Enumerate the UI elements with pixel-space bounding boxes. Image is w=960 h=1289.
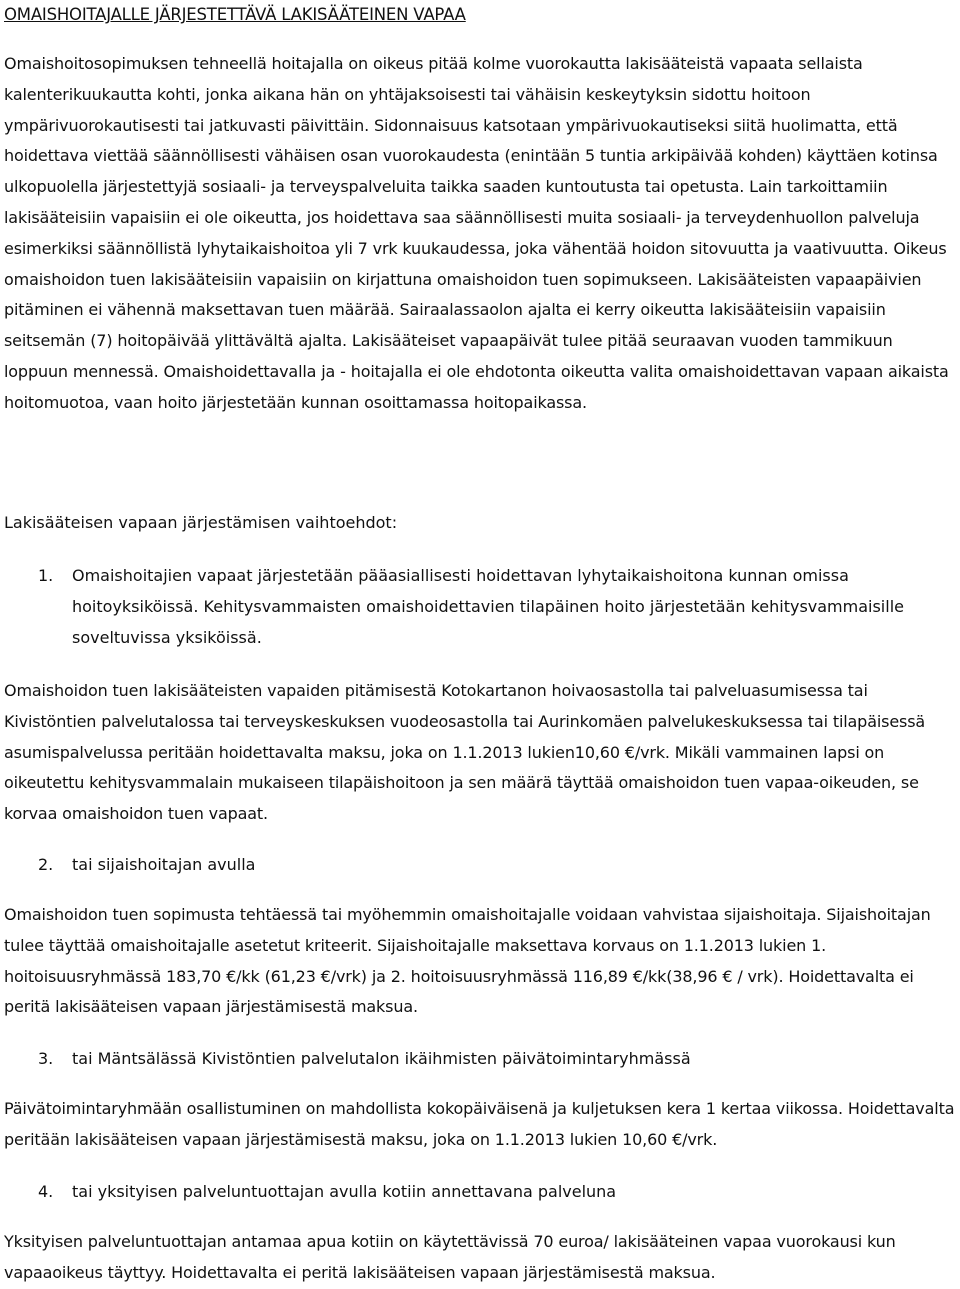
list-item-number: 4.	[38, 1182, 54, 1201]
item-description: Päivätoimintaryhmään osallistuminen on mahdollista kokopäiväisenä ja kuljetuksen kera 1 kertaa viikossa. Hoidettavalta peritään lakisääteisen vapaan järjestämisestä maksu, joka on 1.1.2013 lukien 10,60 €/vrk.	[4, 1099, 955, 1149]
list-item-text: tai yksityisen palveluntuottajan avulla kotiin annettavana palveluna	[72, 1182, 617, 1201]
item-description: Yksityisen palveluntuottajan antamaa apua kotiin on käytettävissä 70 euroa/ lakisääteinen vapaa vuorokausi kun vapaaoikeus täyttyy. Hoidettavalta ei peritä lakisääteisen vapaan järjestämisestä maksua.	[4, 1232, 896, 1282]
options-heading: Lakisääteisen vapaan järjestämisen vaihtoehdot:	[4, 513, 398, 532]
list-item-text: tai sijaishoitajan avulla	[72, 855, 256, 874]
item-description: Omaishoidon tuen lakisääteisten vapaiden pitämisestä Kotokartanon hoivaosastolla tai palveluasumisessa tai Kivistöntien palvelutalossa tai terveyskeskuksen vuodeosastolla tai Aurinkomäen palvelukeskuksessa tai tilapäisessä asumispalvelussa peritään hoidettavalta maksu, joka on 1.1.2013 lukien10,60 €/vrk. Mikäli vammainen lapsi on oikeutettu kehitysvammalain mukaiseen tilapäishoitoon ja sen määrä täyttää omaishoidon tuen vapaa-oikeuden, se korvaa omaishoidon tuen vapaat.	[4, 681, 926, 824]
intro-paragraph: Omaishoitosopimuksen tehneellä hoitajalla on oikeus pitää kolme vuorokautta lakisääteistä vapaata sellaista kalenterikuukautta kohti, jonka aikana hän on yhtäjaksoisesti tai vähäisin keskeytyksin sidottu hoitoon ympärivuorokautisesti tai jatkuvasti päivittäin. Sidonnaisuus katsotaan ympärivuokautiseksi siitä huolimatta, että hoidettava viettää säännöllisesti vähäisen osan vuorokaudesta (enintään 5 tuntia arkipäivää kohden) käyttäen kotinsa ulkopuolella järjestettyjä sosiaali- ja terveyspalveluita taikka saaden kuntoutusta tai opetusta. Lain tarkoittamiin lakisääteisiin vapaisiin ei ole oikeutta, jos hoidettava saa säännöllisesti muita sosiaali- ja terveydenhuollon palveluja esimerkiksi säännöllistä lyhytaikaishoitoa yli 7 vrk kuukaudessa, joka vähentää hoidon sitovuutta ja vaativuutta. Oikeus omaishoidon tuen lakisääteisiin vapaisiin on kirjattuna omaishoidon tuen sopimukseen. Lakisääteisten vapaapäivien pitäminen ei vähennä maksettavan tuen määrää. Sairaalassaolon ajalta ei kerry oikeutta lakisääteisiin vapaisiin seitsemän (7) hoitopäivää ylittävältä ajalta. Lakisääteiset vapaapäivät tulee pitää seuraavan vuoden tammikuun loppuun mennessä. Omaishoidettavalla ja - hoitajalla ei ole ehdotonta oikeutta valita omaishoidettavan vapaan aikaista hoitomuotoa, vaan hoito järjestetään kunnan osoittamassa hoitopaikassa.	[4, 54, 949, 412]
list-item-number: 1.	[38, 566, 54, 585]
list-item-text: tai Mäntsälässä Kivistöntien palvelutalon ikäihmisten päivätoimintaryhmässä	[72, 1049, 691, 1068]
list-item-number: 3.	[38, 1049, 54, 1068]
list-item-text: Omaishoitajien vapaat järjestetään pääasiallisesti hoidettavan lyhytaikaishoitona kunnan omissa hoitoyksiköissä. Kehitysvammaisten omaishoidettavien tilapäinen hoito järjestetään kehitysvammaisille soveltuvissa yksiköissä.	[72, 566, 904, 647]
item-description: Omaishoidon tuen sopimusta tehtäessä tai myöhemmin omaishoitajalle voidaan vahvistaa sijaishoitaja. Sijaishoitajan tulee täyttää omaishoitajalle asetetut kriteerit. Sijaishoitajalle maksettava korvaus on 1.1.2013 lukien 1. hoitoisuusryhmässä 183,70 €/kk (61,23 €/vrk) ja 2. hoitoisuusryhmässä 116,89 €/kk(38,96 € / vrk). Hoidettavalta ei peritä lakisääteisen vapaan järjestämisestä maksua.	[4, 905, 931, 1017]
document-title: OMAISHOITAJALLE JÄRJESTETTÄVÄ LAKISÄÄTEINEN VAPAA	[4, 5, 466, 24]
list-item-number: 2.	[38, 855, 54, 874]
